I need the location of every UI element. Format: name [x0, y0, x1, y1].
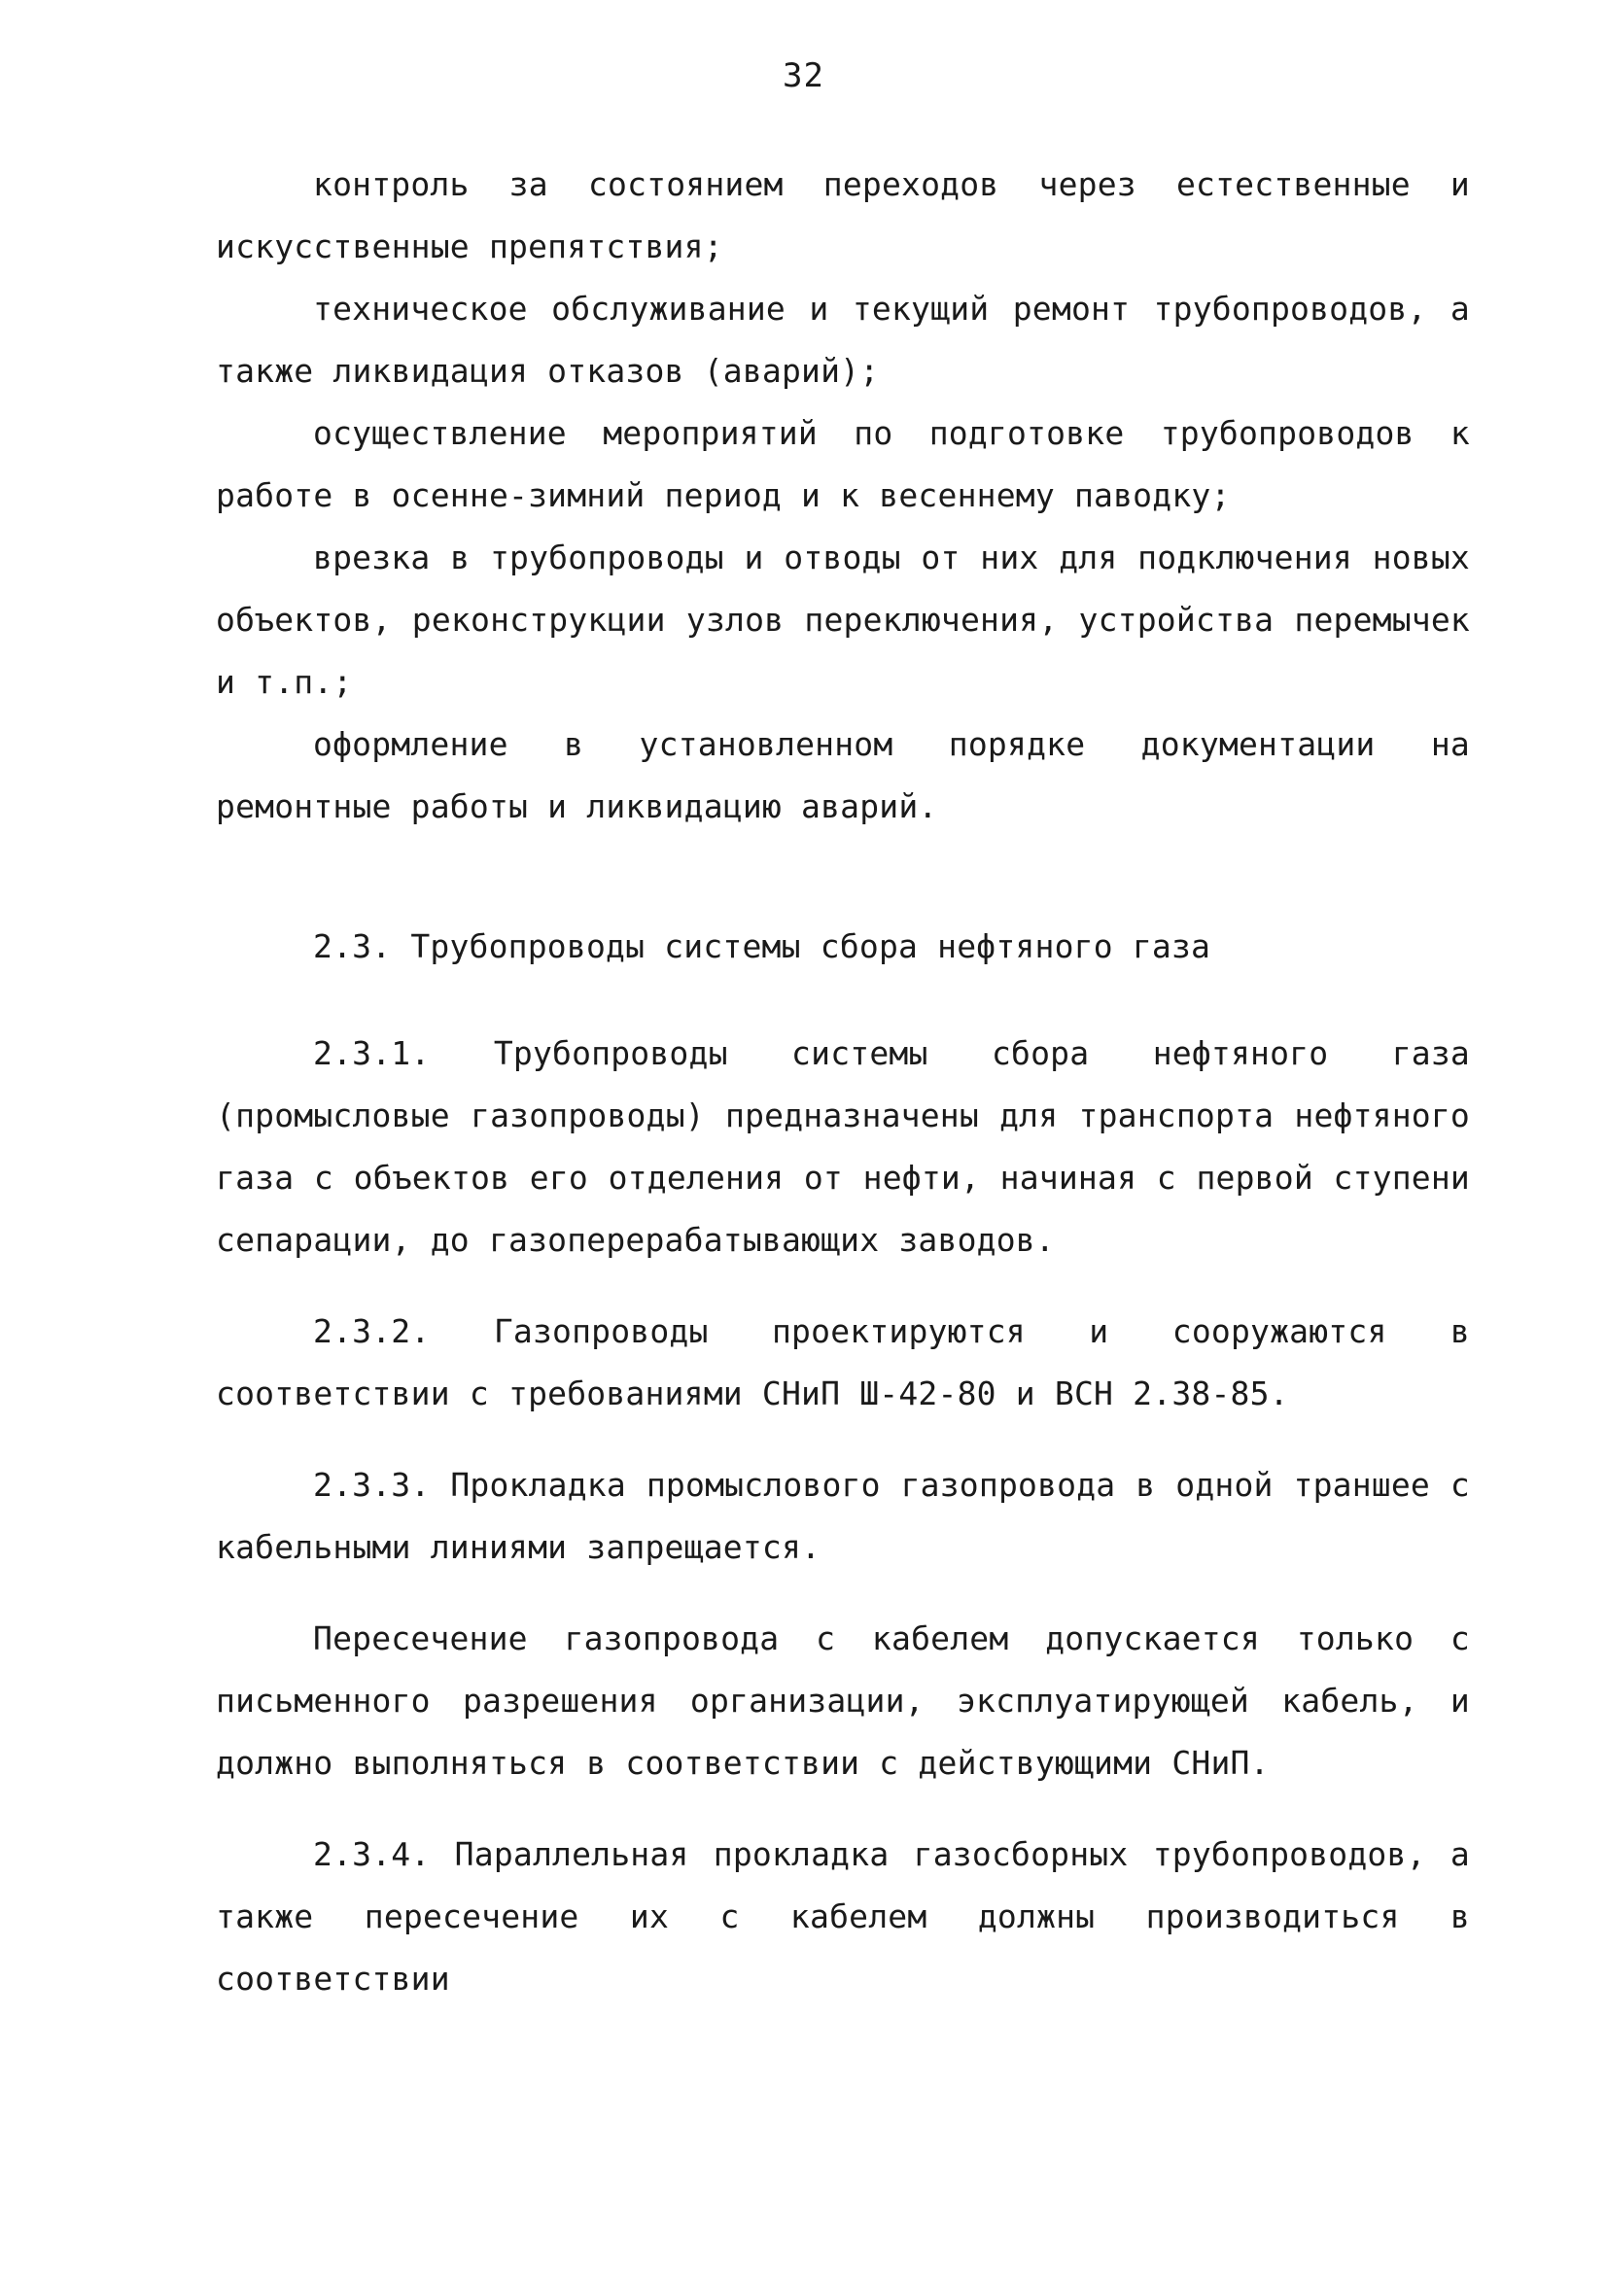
paragraph-maintenance: техническое обслуживание и текущий ремонт трубопроводов, а также ликвидация отказов (аварий);: [216, 290, 1470, 390]
paragraph-cable-crossing: Пересечение газопровода с кабелем допускается только с письменного разрешения организации, эксплуатирующей кабель, и должно выполняться в соответствии с действующими СНиП.: [216, 1619, 1470, 1782]
document-body: [216, 154, 1470, 2010]
page-number: 32: [783, 56, 824, 95]
section-heading: 2.3. Трубопроводы системы сбора нефтяного газа: [313, 927, 1211, 965]
paragraph-2-3-1: 2.3.1. Трубопроводы системы сбора нефтяного газа (промысловые газопроводы) предназначены для транспорта нефтяного газа с объектов его отделения от нефти, начиная с первой ступени сепарации, до газоперерабатывающих заводов.: [216, 1034, 1470, 1259]
paragraph-2-3-2: 2.3.2. Газопроводы проектируются и сооружаются в соответствии с требованиями СНиП Ш-42-80 и ВСН 2.38-85.: [216, 1312, 1470, 1412]
paragraph-documentation: оформление в установленном порядке документации на ремонтные работы и ликвидацию аварий.: [216, 725, 1470, 825]
paragraph-2-3-3: 2.3.3. Прокладка промыслового газопровода в одной траншее с кабельными линиями запрещается.: [216, 1466, 1470, 1566]
paragraph-2-3-4: 2.3.4. Параллельная прокладка газосборных трубопроводов, а также пересечение их с кабелем должны производиться в соответствии: [216, 1835, 1470, 1998]
paragraph-tie-ins: врезка в трубопроводы и отводы от них для подключения новых объектов, реконструкции узлов переключения, устройства перемычек и т.п.;: [216, 539, 1470, 701]
paragraph-winter-preparation: осуществление мероприятий по подготовке трубопроводов к работе в осенне-зимний период и к весеннему паводку;: [216, 414, 1470, 514]
paragraph-crossings-control: контроль за состоянием переходов через естественные и искусственные препятствия;: [216, 165, 1470, 265]
